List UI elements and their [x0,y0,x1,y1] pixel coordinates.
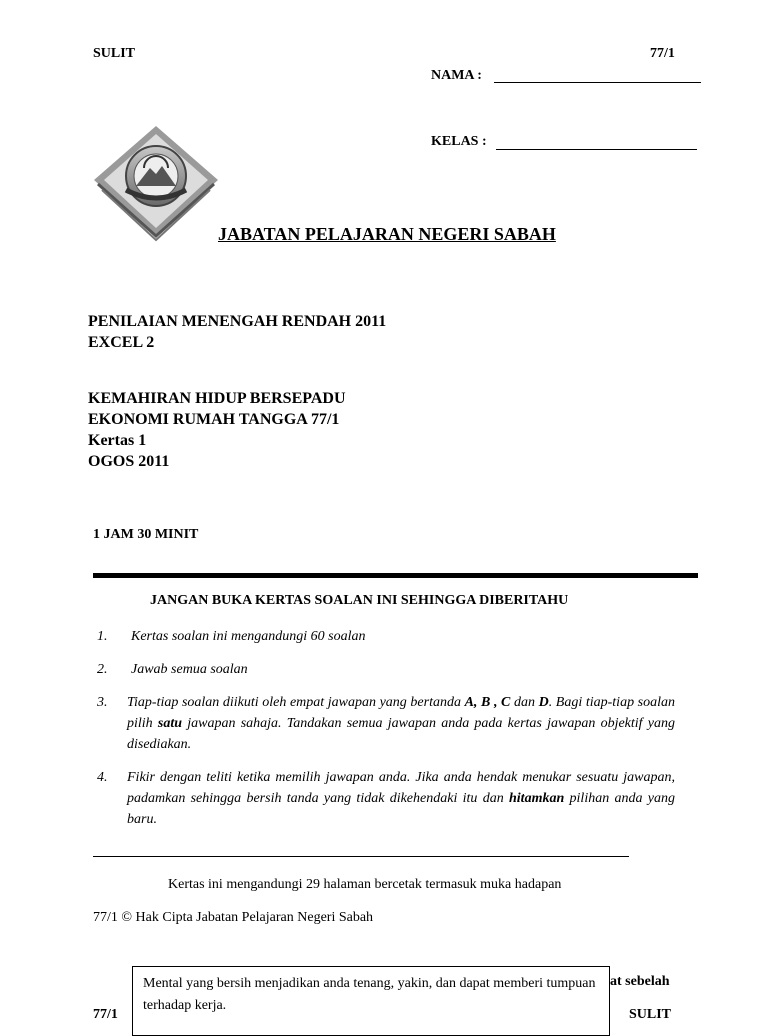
copyright: 77/1 © Hak Cipta Jabatan Pelajaran Negeri Sabah [93,910,374,925]
instruction-3-satu: satu [157,716,183,731]
nama-field[interactable] [494,82,701,83]
subject-line-1: KEMAHIRAN HIDUP BERSEPADU [88,390,346,407]
paper-code-header: 77/1 [650,46,675,61]
subject-block [88,388,346,472]
kelas-label: KELAS : [431,134,487,149]
motivation-quote: Mental yang bersih menjadikan anda tenang, yakin, dan dapat memberi tumpuan terhadap kerja. [143,976,596,1013]
exam-line-1: PENILAIAN MENENGAH RENDAH 2011 [88,313,387,330]
instruction-text: Jawab semua soalan [131,662,248,677]
crest-icon [92,124,220,242]
instruction-3-pre: Tiap-tiap soalan diikuti oleh empat jawapan yang bertanda [127,695,465,710]
instruction-number: 2. [97,662,108,677]
sulit-header: SULIT [93,46,136,61]
thick-divider [93,573,698,578]
paper-code-footer: 77/1 [93,1007,118,1022]
exam-block [88,311,386,353]
instruction-text [127,692,675,755]
lihat-sebelah-label: at sebelah [610,974,670,989]
instruction-3-option-d: D [538,695,549,710]
instruction-3-mid: . Bagi tiap-tiap soalan pilih [127,695,676,731]
motivation-quote-box [132,966,610,1036]
instruction-4-bold: hitamkan [509,791,565,806]
subject-line-3: Kertas 1 [88,432,147,449]
instruction-2 [97,659,675,680]
subject-line-2: EKONOMI RUMAH TANGGA 77/1 [88,411,340,428]
instruction-text [127,767,675,830]
instruction-number: 3. [97,695,108,710]
nama-label: NAMA : [431,68,482,83]
instruction-3-and: dan [510,695,539,710]
subject-line-4: OGOS 2011 [88,453,170,470]
instruction-4-post: pilihan anda yang baru. [127,791,675,827]
instruction-3-options: A, B , C [464,695,511,710]
instruction-number: 4. [97,770,108,785]
department-title: JABATAN PELAJARAN NEGERI SABAH [218,224,556,244]
pages-note: Kertas ini mengandungi 29 halaman bercetak termasuk muka hadapan [168,877,562,892]
kelas-field[interactable] [496,149,697,150]
instruction-3 [97,692,675,755]
warning-heading: JANGAN BUKA KERTAS SOALAN INI SEHINGGA DIBERITAHU [150,593,569,608]
duration: 1 JAM 30 MINIT [93,527,199,542]
instruction-1 [97,626,675,647]
exam-line-2: EXCEL 2 [88,334,155,351]
instruction-number: 1. [97,629,108,644]
instruction-4 [97,767,675,830]
instruction-4-pre: Fikir dengan teliti ketika memilih jawapan anda. Jika anda hendak menukar sesuatu jawapan, padamkan sehingga bersih tanda yang tidak dikehendaki itu dan [127,770,675,806]
instruction-text: Kertas soalan ini mengandungi 60 soalan [131,629,366,644]
sulit-footer: SULIT [629,1007,672,1022]
instruction-3-post: jawapan sahaja. Tandakan semua jawapan anda pada kertas jawapan objektif yang disediakan. [127,716,676,752]
thin-divider [93,856,629,857]
